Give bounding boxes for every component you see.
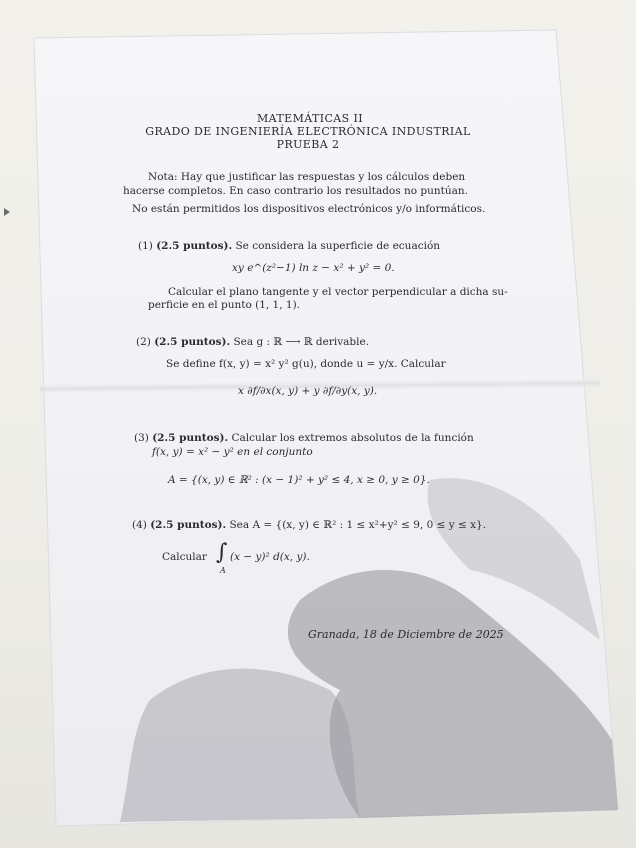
- integral-domain: A: [220, 566, 226, 575]
- problem-2-definition: Se define f(x, y) = x² y² g(u), donde u = y/x. Calcular: [166, 358, 446, 370]
- problem-4-points: (2.5 puntos).: [150, 519, 227, 531]
- problem-3-function: f(x, y) = x² − y² en el conjunto: [152, 446, 313, 458]
- problem-4-label: (4): [132, 519, 147, 531]
- problem-3-set: A = {(x, y) ∈ ℝ² : (x − 1)² + y² ≤ 4, x ≥ 0, y ≥ 0}.: [168, 474, 430, 486]
- problem-1-text-2: perficie en el punto (1, 1, 1).: [148, 299, 301, 311]
- problem-1-points: (2.5 puntos).: [156, 240, 233, 252]
- degree-title: GRADO DE INGENIERÍA ELECTRÓNICA INDUSTRIAL: [145, 125, 471, 138]
- problem-2-heading: [136, 336, 369, 348]
- note-line-3: No están permitidos los dispositivos electrónicos y/o informáticos.: [132, 203, 486, 215]
- integral-sign-icon: ∫: [216, 540, 228, 565]
- problem-1-heading: [138, 240, 440, 252]
- problem-2-points: (2.5 puntos).: [154, 336, 231, 348]
- problem-1-text-1: Calcular el plano tangente y el vector perpendicular a dicha su-: [168, 286, 508, 298]
- problem-4-intro: Sea A = {(x, y) ∈ ℝ² : 1 ≤ x²+y² ≤ 9, 0 ≤ y ≤ x}.: [229, 519, 487, 531]
- problem-4-calc: Calcular: [162, 551, 207, 563]
- problem-1-label: (1): [138, 240, 153, 252]
- problem-4-heading: [132, 519, 486, 531]
- problem-2-label: (2): [136, 336, 151, 348]
- problem-3-heading: [134, 432, 474, 444]
- problem-1-intro: Se considera la superficie de ecuación: [235, 240, 441, 252]
- problem-2-intro: Sea g : ℝ ⟶ ℝ derivable.: [233, 336, 370, 348]
- course-title: MATEMÁTICAS II: [257, 112, 363, 125]
- problem-4-integral: (x − y)² d(x, y).: [230, 551, 310, 563]
- problem-3-label: (3): [134, 432, 149, 444]
- problem-1-equation: xy e^(z²−1) ln z − x² + y² = 0.: [232, 262, 395, 274]
- problem-3-intro: Calcular los extremos absolutos de la función: [231, 432, 474, 444]
- test-title: PRUEBA 2: [276, 138, 340, 151]
- note-line-2: hacerse completos. En caso contrario los resultados no puntúan.: [123, 185, 468, 197]
- note-line-1: Nota: Hay que justificar las respuestas y los cálculos deben: [148, 171, 466, 183]
- problem-2-expression: x ∂f/∂x(x, y) + y ∂f/∂y(x, y).: [238, 385, 378, 397]
- problem-3-points: (2.5 puntos).: [152, 432, 229, 444]
- signature: Granada, 18 de Diciembre de 2025: [308, 628, 504, 641]
